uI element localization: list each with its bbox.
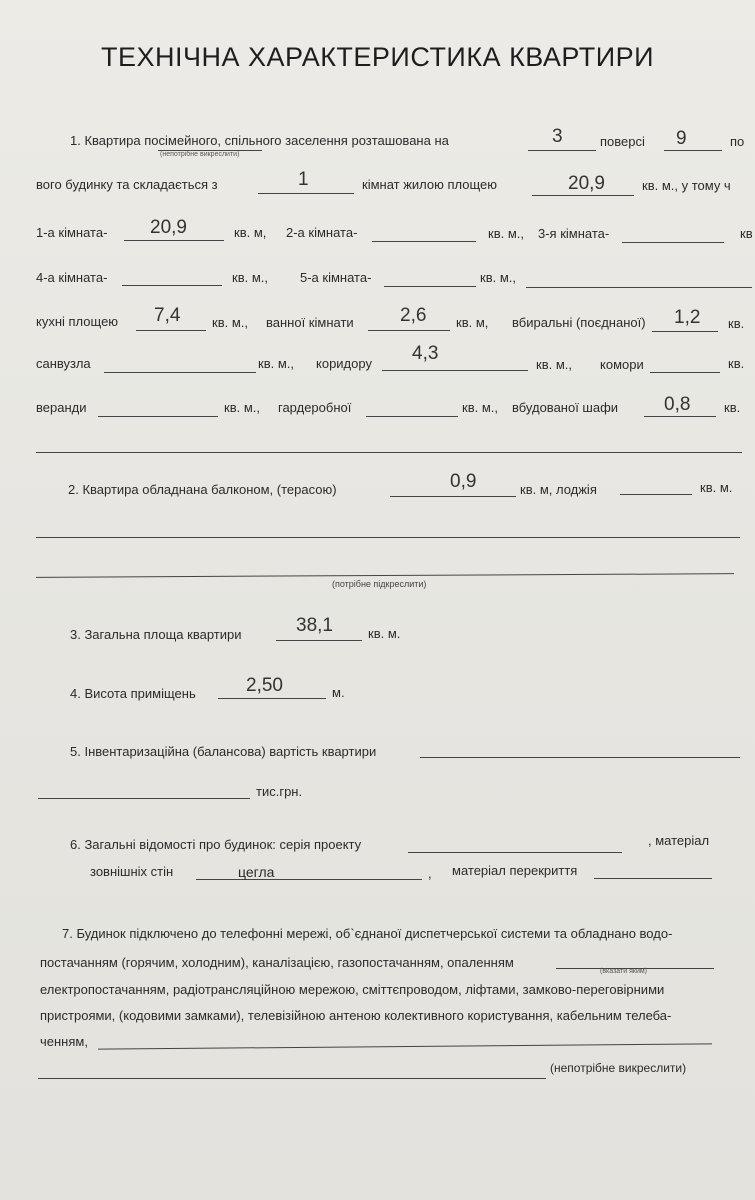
floor-label: поверсі — [600, 134, 645, 149]
series-line — [408, 852, 622, 853]
veranda-unit: кв. м., — [224, 400, 260, 415]
walls-line — [196, 879, 422, 880]
room5-line — [384, 286, 476, 287]
walls-value: цегла — [238, 864, 275, 880]
s6-walls: зовнішніх стін — [90, 864, 174, 879]
room5-label: 5-а кімната- — [300, 270, 372, 285]
living-unit: кв. м., у тому ч — [642, 178, 731, 193]
blank-line — [36, 537, 740, 538]
balcony-value: 0,9 — [450, 471, 477, 492]
s7-note-indicate: (вказати яким) — [600, 968, 647, 975]
room1-unit: кв. м, — [234, 225, 267, 240]
room4-label: 4-а кімната- — [36, 270, 108, 285]
wardrobe-label: гардеробної — [278, 400, 352, 415]
storeys-line — [664, 150, 722, 151]
kitchen-label: кухні площею — [36, 314, 119, 329]
s6-material: , матеріал — [648, 833, 710, 848]
room1-value: 20,9 — [150, 217, 187, 238]
room3-label: 3-я кімната- — [538, 226, 610, 241]
s7-line5: ченням, — [40, 1034, 88, 1049]
bath-unit: кв. м, — [456, 315, 489, 330]
closet-line — [644, 416, 716, 417]
s3-label: 3. Загальна площа квартири — [70, 627, 242, 642]
sanvuzol-label: санвузла — [36, 356, 91, 371]
blank-line — [36, 573, 734, 578]
total-area-value: 38,1 — [296, 615, 333, 636]
s2-note: (потрібне підкреслити) — [332, 579, 427, 589]
s3-unit: кв. м. — [368, 626, 401, 641]
room2-line — [372, 241, 476, 242]
veranda-label: веранди — [36, 400, 87, 415]
sanvuzol-unit: кв. м., — [258, 356, 294, 371]
corridor-value: 4,3 — [412, 343, 439, 364]
room2-unit: кв. м., — [488, 226, 524, 241]
floor-line — [528, 150, 596, 151]
po-text: по — [730, 134, 745, 149]
kitchen-value: 7,4 — [154, 305, 181, 326]
balcony-unit: кв. м, лоджія — [520, 482, 597, 497]
closet-value: 0,8 — [664, 394, 691, 415]
building-text: вого будинку та складається з — [36, 177, 218, 192]
room4-line — [122, 285, 222, 286]
corridor-label: коридору — [316, 356, 372, 371]
bath-label: ванної кімнати — [266, 315, 354, 330]
rooms-value: 1 — [298, 169, 309, 190]
room2-label: 2-а кімната- — [286, 225, 358, 240]
s4-unit: м. — [332, 685, 345, 700]
room1-line — [124, 240, 224, 241]
blank-line — [526, 287, 752, 288]
s4-label: 4. Висота приміщень — [70, 686, 196, 701]
sanvuzol-line — [104, 372, 256, 373]
corridor-unit: кв. м., — [536, 357, 572, 372]
rooms-line — [258, 193, 354, 194]
bath-line — [368, 330, 450, 331]
cost-line-2 — [38, 798, 250, 799]
s7-line2: постачанням (горячим, холодним), каналізацією, газопостачанням, опаленням — [40, 955, 514, 970]
floor-value: 3 — [552, 126, 563, 147]
s1-note: (непотрібне викреслити) — [160, 151, 240, 158]
document-title: ТЕХНІЧНА ХАРАКТЕРИСТИКА КВАРТИРИ — [100, 42, 655, 72]
balcony-line — [390, 496, 516, 497]
storeys-value: 9 — [676, 128, 687, 149]
ceiling-line — [594, 878, 712, 879]
s7-line1: 7. Будинок підключено до телефонні мережі, об`єднаної диспетчерської системи та обладнано водо- — [62, 926, 673, 941]
pantry-label: комори — [600, 357, 644, 372]
s2-label: 2. Квартира обладнана балконом, (терасою) — [68, 482, 337, 497]
comma: , — [428, 866, 432, 881]
height-line — [218, 698, 326, 699]
s5-label: 5. Інвентаризаційна (балансова) вартість квартири — [70, 744, 377, 759]
rooms-label: кімнат жилою площею — [362, 177, 498, 192]
loggia-unit: кв. м. — [700, 480, 733, 495]
blank-line — [36, 452, 742, 453]
living-area-value: 20,9 — [568, 173, 605, 194]
corridor-line — [382, 370, 528, 371]
pantry-unit: кв. — [728, 356, 745, 371]
loggia-line — [620, 494, 692, 495]
living-line — [532, 195, 634, 196]
blank-line — [38, 1078, 546, 1079]
s7-line3: електропостачанням, радіотрансляційною мережою, сміттєпроводом, ліфтами, замково-переговірними — [40, 982, 665, 997]
pantry-line — [650, 372, 720, 373]
bath-value: 2,6 — [400, 305, 427, 326]
wc-value: 1,2 — [674, 307, 701, 328]
s7-line4: пристроями, (кодовими замками), телевізійною антеною колективного користування, кабельним телеба- — [40, 1008, 672, 1023]
wardrobe-unit: кв. м., — [462, 400, 498, 415]
cable-line — [98, 1043, 712, 1049]
s6-ceiling: матеріал перекриття — [452, 863, 578, 878]
closet-label: вбудованої шафи — [512, 400, 619, 415]
total-area-line — [276, 640, 362, 641]
cost-line — [420, 757, 740, 758]
room4-unit: кв. м., — [232, 270, 268, 285]
kitchen-unit: кв. м., — [212, 315, 248, 330]
closet-unit: кв. — [724, 400, 741, 415]
wardrobe-line — [366, 416, 458, 417]
room5-unit: кв. м., — [480, 270, 516, 285]
s5-unit: тис.грн. — [256, 784, 303, 799]
s7-note-delete: (непотрібне викреслити) — [550, 1061, 687, 1075]
wc-label: вбиральні (поєднаної) — [512, 315, 646, 330]
room3-line — [622, 242, 724, 243]
wc-line — [652, 331, 718, 332]
s6-label: 6. Загальні відомості про будинок: серія проекту — [70, 837, 362, 852]
s1-intro-text: 1. Квартира посімейного, спільного заселення розташована на — [70, 133, 449, 148]
height-value: 2,50 — [246, 675, 283, 696]
veranda-line — [98, 416, 218, 417]
room3-unit: кв — [740, 226, 753, 241]
room1-label: 1-а кімната- — [36, 225, 108, 240]
kitchen-line — [136, 330, 206, 331]
wc-unit: кв. — [728, 316, 745, 331]
